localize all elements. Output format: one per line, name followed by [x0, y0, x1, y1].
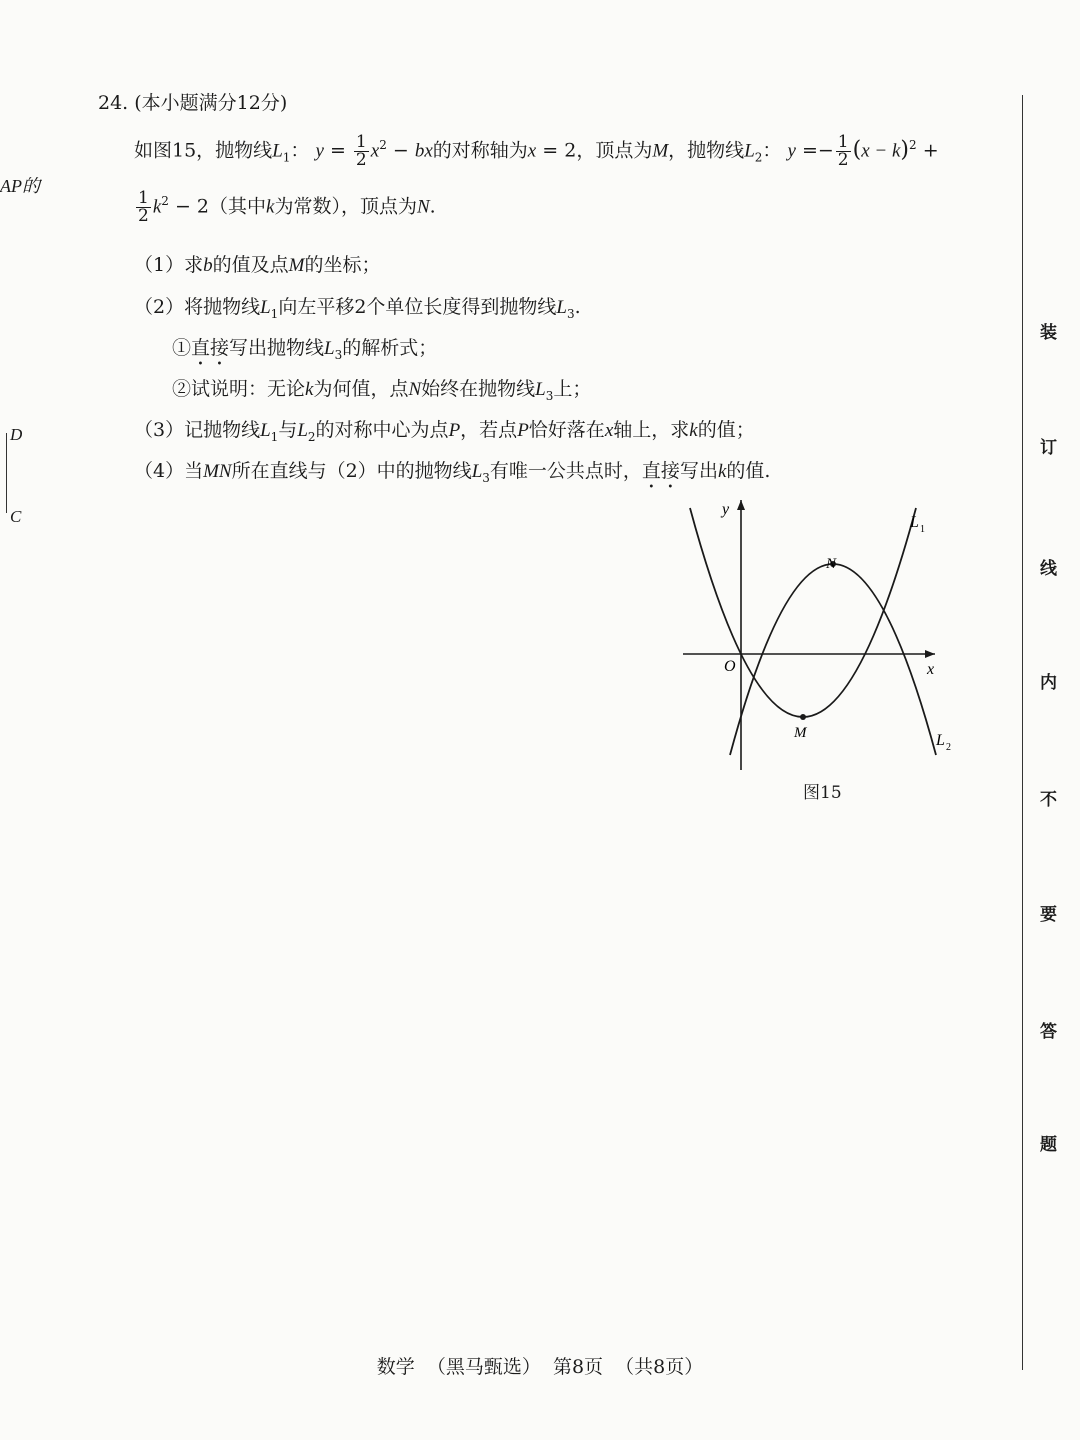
problem-line-2: [134, 190, 436, 225]
symbol: bx: [414, 140, 433, 162]
question-header: [98, 88, 287, 115]
symbol: y: [315, 140, 324, 162]
text: 如图15，抛物线: [134, 139, 273, 162]
symbol: k: [266, 196, 275, 218]
symbol: x: [527, 140, 537, 162]
symbol: L: [744, 140, 755, 162]
origin-label: O: [724, 658, 736, 675]
symbol: x − k: [861, 140, 901, 162]
symbol: k: [152, 196, 162, 218]
fraction: $\frac{1}{2}$: [355, 132, 367, 170]
margin-fragment-line: [6, 433, 7, 513]
fraction: $\frac{1}{2}$: [837, 132, 849, 170]
x-axis-arrow-icon: [925, 650, 935, 658]
binding-char: 装: [1040, 323, 1057, 343]
sub-question-2-1: ①直接写出抛物线$L_3$的解析式；: [172, 337, 438, 362]
emphasis-text: 直接: [191, 337, 230, 359]
superscript: 2: [909, 138, 917, 153]
curve-l2-label: L: [936, 732, 945, 749]
superscript: 2: [379, 138, 387, 153]
fraction: $\frac{1}{2}$: [138, 188, 149, 226]
sub-question-4: （4）当MN所在直线与（2）中的抛物线$L_3$有唯一公共点时，直接写出k的值.: [134, 460, 771, 485]
subscript: 2: [754, 150, 763, 165]
binding-char: 要: [1040, 905, 1057, 925]
text: 为常数），顶点为: [274, 195, 417, 218]
margin-label-c: C: [10, 507, 22, 526]
page-footer: 数学 （黑马甄选） 第8页 （共8页）: [376, 1356, 704, 1378]
text: − 2（其中: [174, 195, 267, 218]
symbol: x: [370, 140, 380, 162]
symbol: N: [416, 196, 430, 218]
text: =−: [801, 139, 834, 162]
parabola-l2: [730, 564, 936, 755]
text: ：: [762, 139, 782, 162]
text: .: [429, 195, 436, 218]
symbol: y: [787, 140, 796, 162]
sub-question-2: （2）将抛物线$L_1$向左平移2个单位长度得到抛物线$L_3$.: [134, 296, 581, 321]
figure-caption: 图15: [803, 783, 842, 803]
figure-15-graph: [670, 490, 970, 780]
text: ，抛物线: [668, 139, 745, 162]
binding-char: 题: [1040, 1135, 1057, 1155]
vertex-n-label: N: [826, 556, 837, 572]
sub-question-1: （1）求b的值及点M的坐标；: [134, 254, 381, 276]
curve-l1-label: L: [910, 514, 919, 531]
vertex-m-label: M: [794, 725, 807, 741]
binding-char: 不: [1040, 790, 1057, 810]
text: =: [329, 139, 346, 162]
vertex-m: [800, 714, 806, 720]
curve-l1-subscript: 1: [920, 524, 925, 535]
binding-char: 答: [1040, 1022, 1057, 1042]
binding-char: 线: [1040, 559, 1057, 579]
x-axis-label: x: [927, 661, 935, 678]
text: −: [392, 139, 409, 162]
binding-char: 订: [1040, 438, 1057, 458]
curve-l2-subscript: 2: [946, 742, 951, 753]
text: +: [922, 139, 939, 162]
text: 的对称轴为: [432, 139, 528, 162]
question-number: 24.: [98, 92, 129, 114]
binding-line: [1022, 95, 1023, 1370]
y-axis-arrow-icon: [737, 500, 745, 510]
text: = 2，顶点为: [542, 139, 653, 162]
text: ): [900, 137, 909, 163]
margin-fragment-ap: AP的: [0, 176, 40, 196]
parabola-l1: [690, 508, 916, 717]
text: (: [852, 137, 862, 163]
superscript: 2: [161, 194, 169, 209]
subscript: 1: [282, 150, 291, 165]
y-axis-label: y: [722, 501, 730, 518]
text: ：: [290, 139, 310, 162]
margin-label-d: D: [10, 425, 23, 444]
question-points: (本小题满分12分): [134, 92, 288, 114]
symbol: L: [272, 140, 283, 162]
binding-char: 内: [1040, 673, 1057, 693]
emphasis-text: 直接: [641, 460, 680, 482]
symbol: M: [652, 140, 669, 162]
sub-question-3: （3）记抛物线$L_1$与$L_2$的对称中心为点P，若点P恰好落在x轴上，求k的值；: [134, 419, 755, 444]
sub-question-2-2: ②试说明：无论k为何值，点N始终在抛物线$L_3$上；: [172, 378, 592, 403]
problem-line-1: [134, 134, 939, 169]
